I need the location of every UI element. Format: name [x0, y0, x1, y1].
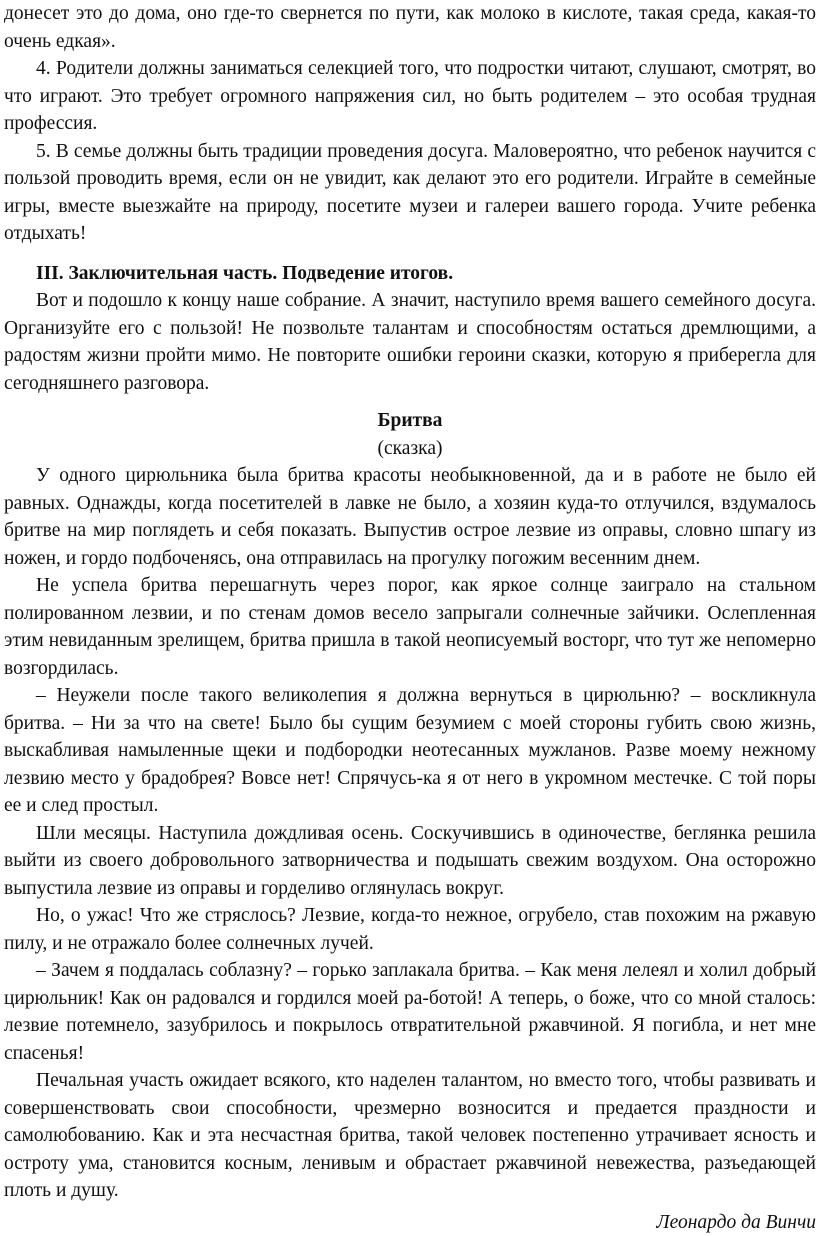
tale-paragraph: – Неужели после такого великолепия я должна вернуться в цирюльню? – воскликнула бритва. – Ни за что на свете! Было бы сущим безумием с моей стороны губить свою жизнь, выскабливая намыленные щеки и подбородки неотесанных мужланов. Разве моему нежному лезвию место у брадобрея? Вовсе нет! Спрячусь-ка я от него в укромном местечке. С той поры ее и след простыл. [4, 682, 816, 820]
tale-paragraph: Не успела бритва перешагнуть через порог, как яркое солнце заиграло на стальном полированном лезвии, и по стенам домов весело запрыгали солнечные зайчики. Ослепленная этим невиданным зрелищем, бритва пришла в такой неописуемый восторг, что тут же непомерно возгордилась. [4, 572, 816, 682]
tale-paragraph: – Зачем я поддалась соблазну? – горько заплакала бритва. – Как меня лелеял и холил добрый цирюльник! Как он радовался и гордился моей ра-ботой! А теперь, о боже, что со мной сталось: лезвие потемнело, зазубрилось и покрылось отвратительной ржавчиной. Я погибла, и нет мне спасенья! [4, 957, 816, 1067]
tale-paragraph: Шли месяцы. Наступила дождливая осень. Соскучившись в одиночестве, беглянка решила выйти из своего добровольного затворничества и подышать свежим воздухом. Она осторожно выпустила лезвие из оправы и горделиво оглянулась вокруг. [4, 820, 816, 903]
tale-title: Бритва [4, 407, 816, 435]
tale-paragraph: Но, о ужас! Что же стряслось? Лезвие, когда-то нежное, огрубело, став похожим на ржавую пилу, и не отражало более солнечных лучей. [4, 902, 816, 957]
tale-paragraph: У одного цирюльника была бритва красоты необыкновенной, да и в работе не было ей равных. Однажды, когда посетителей в лавке не было, а хозяин куда-то отлучился, вздумалось бритве на мир поглядеть и себя показать. Выпустив острое лезвие из оправы, словно шпагу из ножен, и гордо подбоченясь, она отправилась на прогулку погожим весенним днем. [4, 462, 816, 572]
author-signature: Леонардо да Винчи [4, 1209, 816, 1236]
list-item-5: 5. В семье должны быть традиции проведения досуга. Маловероятно, что ребенок научится с пользой проводить время, если он не увидит, как делают это его родители. Играйте в семейные игры, вместе выезжайте на природу, посетите музеи и галереи вашего города. Учите ребенка отдыхать! [4, 138, 816, 248]
section-heading: III. Заключительная часть. Подведение итогов. [4, 260, 816, 288]
tale-subtitle: (сказка) [4, 435, 816, 463]
section-paragraph: Вот и подошло к концу наше собрание. А значит, наступило время вашего семейного досуга. Организуйте его с пользой! Не позвольте талантам и способностям остаться дремлющими, а радостям жизни пройти мимо. Не повторите ошибки героини сказки, которую я приберегла для сегодняшнего разговора. [4, 287, 816, 397]
tale-paragraph: Печальная участь ожидает всякого, кто наделен талантом, но вместо того, чтобы развивать и совершенствовать свои способности, чрезмерно возносится и предается праздности и самолюбованию. Как и эта несчастная бритва, такой человек постепенно утрачивает ясность и остроту ума, становится косным, ленивым и обрастает ржавчиной невежества, разъедающей плоть и душу. [4, 1067, 816, 1205]
continuation-paragraph: донесет это до дома, оно где-то свернется по пути, как молоко в кислоте, такая среда, какая-то очень едкая». [4, 0, 816, 55]
list-item-4: 4. Родители должны заниматься селекцией того, что подростки читают, слушают, смотрят, во что играют. Это требует огромного напряжения сил, но быть родителем – это особая трудная профессия. [4, 55, 816, 138]
